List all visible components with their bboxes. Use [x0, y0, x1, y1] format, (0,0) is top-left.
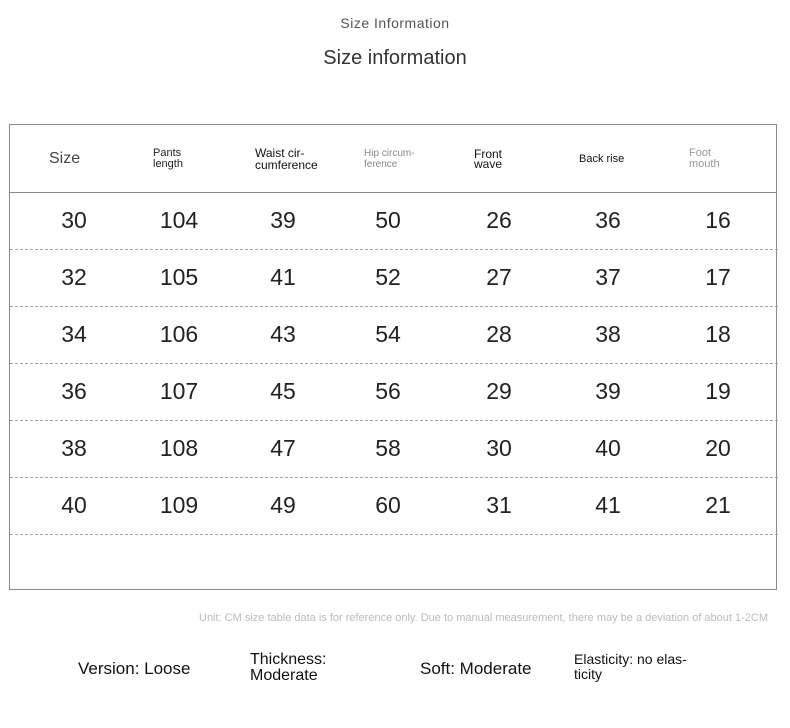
header-size-label: Size: [49, 149, 81, 167]
cell-foot-mouth: 18: [705, 321, 731, 347]
header-hip-line1: Hip circum-: [364, 147, 415, 159]
cell-pants-length: 105: [159, 264, 199, 290]
thickness-label: Thickness:: [250, 651, 327, 668]
header-pants-length-line2: length: [153, 157, 183, 170]
table-row: [10, 363, 778, 421]
elasticity-line2: ticity: [574, 666, 602, 682]
cell-foot-mouth: 20: [705, 435, 731, 461]
cell-size: 36: [61, 378, 87, 404]
header-size: [49, 125, 80, 192]
cell-waist: 43: [270, 321, 296, 347]
header-front-wave-line1: Front: [474, 146, 503, 161]
cell-pants-length: 104: [159, 207, 199, 233]
table-header-row: [10, 125, 776, 193]
cell-hip: 56: [375, 378, 401, 404]
cell-waist: 49: [270, 492, 296, 518]
header-hip-line2: ference: [364, 158, 398, 170]
cell-back-rise: 37: [595, 264, 621, 290]
header-front-wave: [474, 125, 502, 192]
cell-pants-length: 107: [159, 378, 199, 404]
cell-pants-length: 106: [159, 321, 199, 347]
cell-front-wave: 27: [486, 264, 512, 290]
cell-hip: 58: [375, 435, 401, 461]
table-row: [10, 420, 778, 478]
cell-size: 30: [61, 207, 87, 233]
header-waist-line2: cumference: [255, 157, 318, 172]
header-back-rise: [579, 125, 624, 192]
version-attribute: Version: Loose: [78, 659, 191, 678]
cell-foot-mouth: 19: [705, 378, 731, 404]
cell-waist: 45: [270, 378, 296, 404]
cell-front-wave: 31: [486, 492, 512, 518]
cell-size: 40: [61, 492, 87, 518]
cell-size: 32: [61, 264, 87, 290]
cell-hip: 50: [375, 207, 401, 233]
header-hip: [364, 125, 415, 192]
cell-pants-length: 108: [159, 435, 199, 461]
header-front-wave-line2: wave: [474, 156, 503, 171]
cell-back-rise: 38: [595, 321, 621, 347]
cell-back-rise: 41: [595, 492, 621, 518]
header-waist: [255, 125, 318, 192]
cell-back-rise: 40: [595, 435, 621, 461]
page-title: Size information: [323, 47, 467, 69]
cell-hip: 54: [375, 321, 401, 347]
cell-front-wave: 28: [486, 321, 512, 347]
cell-foot-mouth: 17: [705, 264, 731, 290]
soft-attribute: Soft: Moderate: [420, 659, 532, 678]
header-back-rise-label: Back rise: [579, 152, 625, 165]
header-foot-mouth-line2: mouth: [689, 157, 720, 170]
header-pants-length-line1: Pants: [153, 146, 182, 159]
cell-size: 34: [61, 321, 87, 347]
thickness-attribute: [250, 652, 326, 684]
cell-hip: 60: [375, 492, 401, 518]
header-waist-line1: Waist cir-: [255, 145, 305, 160]
elasticity-attribute: [574, 652, 687, 682]
table-row: [10, 477, 778, 535]
table-row: [10, 249, 778, 307]
cell-front-wave: 30: [486, 435, 512, 461]
header-foot-mouth: [689, 125, 720, 192]
cell-pants-length: 109: [159, 492, 199, 518]
elasticity-line1: Elasticity: no elas-: [574, 651, 687, 667]
size-table: [9, 124, 777, 590]
cell-front-wave: 26: [486, 207, 512, 233]
header-pants-length: [153, 125, 183, 192]
cell-back-rise: 39: [595, 378, 621, 404]
cell-waist: 39: [270, 207, 296, 233]
thickness-value: Moderate: [250, 667, 318, 684]
top-caption: Size Information: [340, 15, 450, 31]
cell-back-rise: 36: [595, 207, 621, 233]
cell-waist: 41: [270, 264, 296, 290]
cell-foot-mouth: 16: [705, 207, 731, 233]
cell-front-wave: 29: [486, 378, 512, 404]
cell-size: 38: [61, 435, 87, 461]
cell-foot-mouth: 21: [705, 492, 731, 518]
table-row: [10, 192, 778, 250]
table-row: [10, 306, 778, 364]
cell-waist: 47: [270, 435, 296, 461]
disclaimer-note: Unit: CM size table data is for reference only. Due to manual measurement, there may be a deviation of about 1-2CM: [199, 612, 769, 624]
cell-hip: 52: [375, 264, 401, 290]
header-foot-mouth-line1: Foot: [689, 146, 712, 159]
